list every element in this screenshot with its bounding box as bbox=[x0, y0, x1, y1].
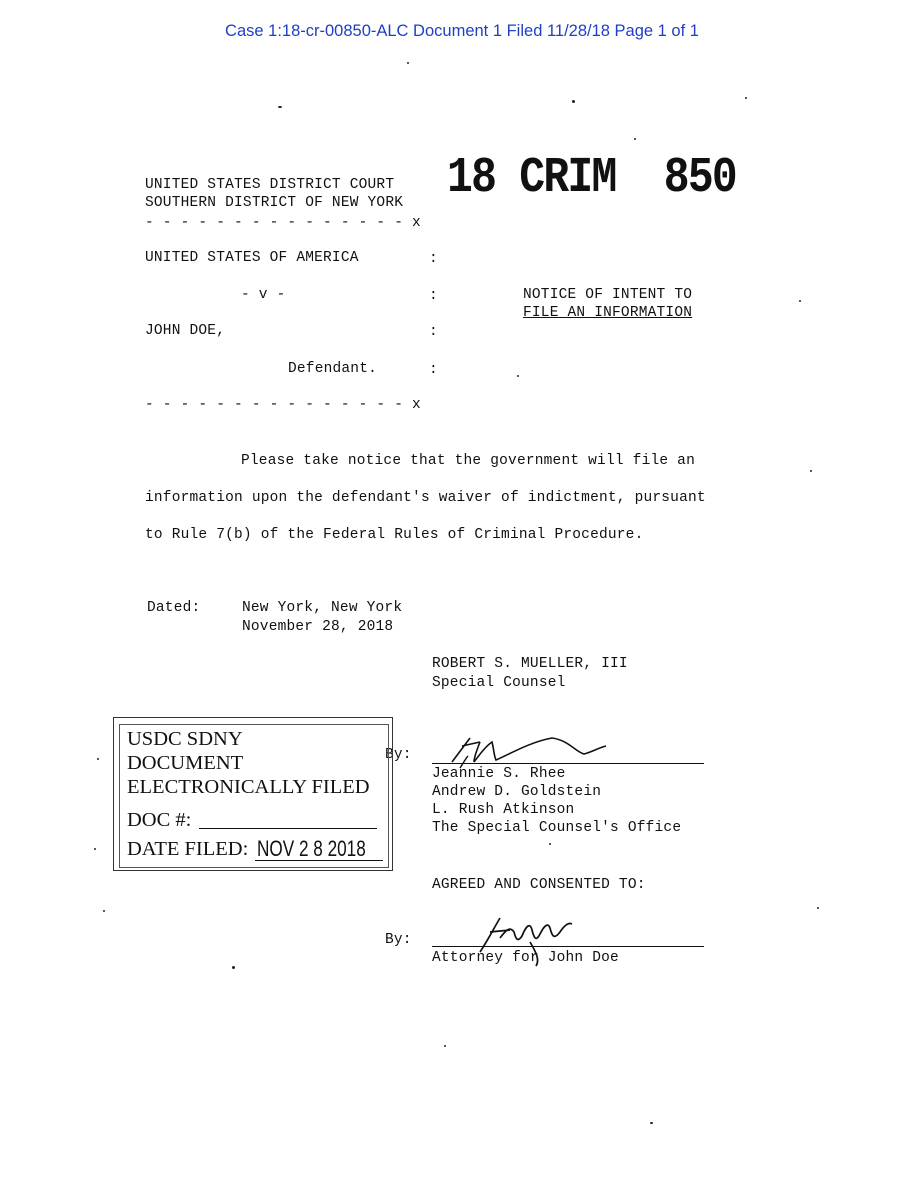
scan-speck bbox=[444, 1045, 446, 1047]
scan-speck bbox=[278, 106, 282, 108]
caption-colon: : bbox=[429, 251, 438, 267]
scan-speck bbox=[232, 966, 235, 969]
stamp-date-filed-value: NOV 2 8 2018 bbox=[257, 836, 366, 861]
case-number-stamp: 18 CRIM 850 bbox=[447, 150, 737, 207]
plaintiff-name: UNITED STATES OF AMERICA bbox=[145, 250, 359, 266]
caption-colon: : bbox=[429, 324, 438, 340]
scan-speck bbox=[810, 470, 812, 472]
court-name-line2: SOUTHERN DISTRICT OF NEW YORK bbox=[145, 195, 404, 211]
scan-speck bbox=[650, 1122, 653, 1124]
scan-speck bbox=[572, 100, 575, 103]
scan-speck bbox=[94, 848, 96, 850]
caption-colon: : bbox=[429, 288, 438, 304]
scan-speck bbox=[745, 97, 747, 99]
dated-date: November 28, 2018 bbox=[242, 619, 394, 635]
attorney-office: The Special Counsel's Office bbox=[432, 820, 682, 836]
caption-dash-line-top: - - - - - - - - - - - - - - - x bbox=[145, 215, 421, 231]
scan-speck bbox=[634, 138, 636, 140]
body-line-2: information upon the defendant's waiver of indictment, pursuant bbox=[145, 490, 706, 506]
court-name-line1: UNITED STATES DISTRICT COURT bbox=[145, 177, 395, 193]
dated-label: Dated: bbox=[147, 600, 201, 616]
stamp-line-doc-number: DOC #: bbox=[127, 809, 192, 831]
caption-dash-line-bottom: - - - - - - - - - - - - - - - x bbox=[145, 397, 421, 413]
scan-speck bbox=[97, 758, 99, 760]
agreement-heading: AGREED AND CONSENTED TO: bbox=[432, 877, 646, 893]
versus-label: - v - bbox=[241, 287, 286, 303]
caption-colon: : bbox=[429, 362, 438, 378]
dated-place: New York, New York bbox=[242, 600, 403, 616]
stamp-line-electronic: ELECTRONICALLY FILED bbox=[127, 776, 370, 798]
attorney-2: Andrew D. Goldstein bbox=[432, 784, 602, 800]
counsel-title: Special Counsel bbox=[432, 675, 566, 691]
scan-speck bbox=[103, 910, 105, 912]
document-title-line1: NOTICE OF INTENT TO bbox=[523, 287, 693, 303]
defense-attorney-line: Attorney for John Doe bbox=[432, 950, 619, 966]
stamp-doc-number-line bbox=[199, 828, 377, 829]
ecf-header-stamp: Case 1:18-cr-00850-ALC Document 1 Filed 11/28/18 Page 1 of 1 bbox=[225, 22, 699, 40]
scan-speck bbox=[549, 843, 551, 845]
defendant-role: Defendant. bbox=[288, 361, 378, 377]
scan-speck bbox=[407, 62, 409, 64]
counsel-by-label: By: bbox=[385, 747, 412, 763]
document-title-line2: FILE AN INFORMATION bbox=[523, 305, 693, 321]
scan-speck bbox=[517, 375, 519, 377]
stamp-line-usdc: USDC SDNY bbox=[127, 728, 243, 750]
attorney-1: Jeannie S. Rhee bbox=[432, 766, 566, 782]
attorney-3: L. Rush Atkinson bbox=[432, 802, 575, 818]
stamp-line-document: DOCUMENT bbox=[127, 752, 244, 774]
scan-speck bbox=[817, 907, 819, 909]
defendant-name: JOHN DOE, bbox=[145, 323, 226, 339]
body-line-1: Please take notice that the government will file an bbox=[241, 453, 695, 469]
stamp-date-line bbox=[255, 860, 383, 861]
counsel-name: ROBERT S. MUELLER, III bbox=[432, 656, 628, 672]
scan-speck bbox=[799, 300, 801, 302]
body-line-3: to Rule 7(b) of the Federal Rules of Criminal Procedure. bbox=[145, 527, 644, 543]
stamp-line-date-filed: DATE FILED: bbox=[127, 838, 249, 860]
agreement-by-label: By: bbox=[385, 932, 412, 948]
